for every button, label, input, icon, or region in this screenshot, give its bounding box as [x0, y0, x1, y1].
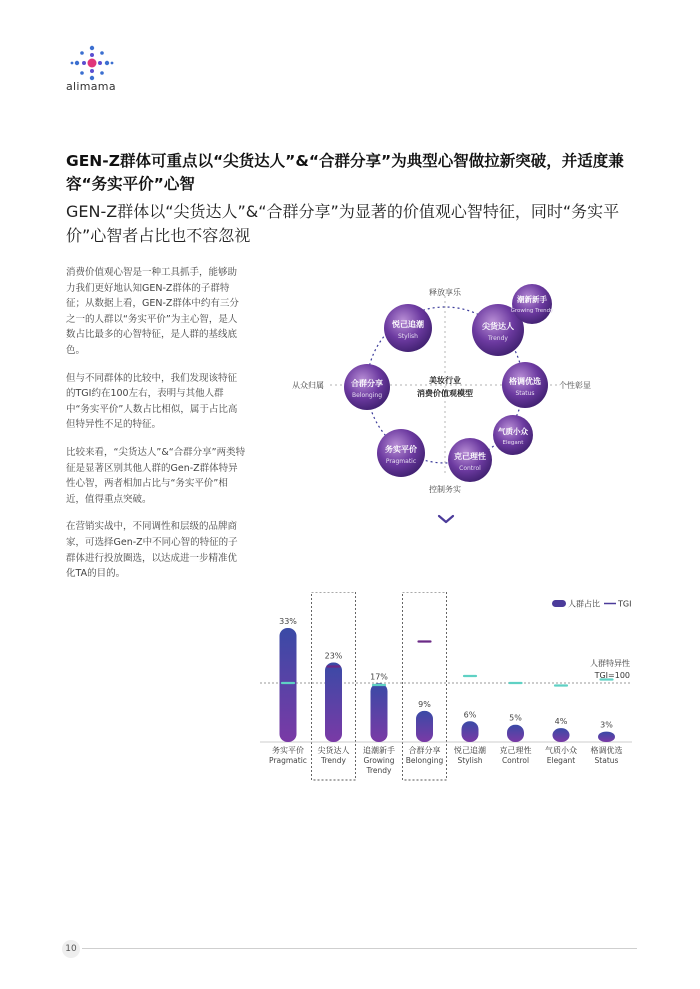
svg-text:Trendy: Trendy [488, 335, 508, 342]
category-label-en: Elegant [546, 756, 576, 765]
category-label-en: Belonging [405, 756, 444, 765]
footer-divider [82, 948, 637, 949]
category-label: 气质小众 [545, 746, 577, 755]
category-label: 合群分享 [408, 746, 441, 755]
category-label-en: Status [594, 756, 619, 765]
svg-text:Belonging: Belonging [351, 392, 383, 399]
svg-text:悦己追潮: 悦己追潮 [392, 320, 424, 329]
share-value-label: 5% [509, 713, 522, 723]
brand-name: alimama [66, 80, 116, 93]
category-label-en: Growing [363, 756, 395, 765]
svg-text:潮新新手: 潮新新手 [517, 295, 547, 304]
share-bar [507, 725, 524, 742]
category-label: 追潮新手 [363, 746, 395, 755]
model-node [502, 362, 548, 408]
share-bar [371, 683, 388, 742]
model-node [448, 438, 492, 482]
category-label-en: Pragmatic [269, 756, 307, 765]
axis-top: 释放享乐 [429, 288, 461, 297]
chevron-down-icon [437, 514, 455, 524]
axis-left: 从众归属 [292, 381, 324, 390]
share-bar [325, 663, 342, 742]
category-label: 悦己追潮 [454, 746, 486, 755]
category-label-en: Trendy [366, 766, 392, 775]
category-label: 尖货达人 [317, 746, 350, 755]
share-value-label: 6% [463, 710, 477, 720]
svg-text:气质小众: 气质小众 [498, 427, 528, 436]
share-value-label: 33% [279, 617, 297, 626]
model-center-title: 美妆行业 [429, 376, 461, 385]
axis-bottom: 控制务实 [429, 485, 461, 494]
model-node [344, 364, 390, 410]
share-value-label: 23% [324, 651, 343, 661]
body-paragraph: 但与不同群体的比较中，我们发现该特征的TGI约在100左右，表明与其他人群中“务实平价”人数占比相似，属于占比高但特异性不足的特征。 [66, 372, 238, 431]
model-node [384, 304, 432, 352]
svg-text:Control: Control [459, 465, 481, 472]
category-label-en: Stylish [457, 756, 483, 765]
share-bar [553, 728, 570, 742]
svg-text:格调优选: 格调优选 [509, 377, 541, 386]
legend-share-label: 人群占比 [568, 599, 600, 609]
body-paragraph: 比较来看，“尖货达人”&“合群分享”两类特征是显著区别其他人群的Gen-Z群体特异性心智，两者相加占比与“务实平价”相近，值得重点突破。 [66, 446, 246, 505]
svg-text:尖货达人: 尖货达人 [482, 322, 514, 331]
svg-text:Elegant: Elegant [502, 440, 524, 446]
model-center-subtitle: 消费价值观模型 [417, 389, 473, 398]
reference-label: 人群特异性 [590, 659, 630, 668]
category-label-en: Control [501, 756, 530, 765]
share-bar [416, 711, 433, 742]
category-label: 克己理性 [499, 746, 532, 755]
page-number: 10 [62, 940, 80, 958]
share-value-label: 3% [600, 720, 613, 730]
share-tgi-bar-chart [260, 592, 650, 797]
legend-tgi-label: TGI [618, 599, 632, 609]
category-label: 格调优选 [590, 746, 623, 755]
model-node [377, 429, 425, 477]
svg-text:克己理性: 克己理性 [454, 452, 486, 461]
category-label: 务实平价 [272, 746, 304, 755]
body-text [66, 265, 246, 594]
category-label-en: Trendy [321, 756, 346, 765]
share-value-label: 9% [418, 699, 431, 709]
svg-text:Growing Trendy: Growing Trendy [510, 308, 554, 314]
model-node [493, 415, 533, 455]
share-bar [280, 628, 297, 742]
share-bar [598, 732, 615, 742]
page-subheadline: GEN-Z群体以“尖货达人”&“合群分享”为显著的价值观心智特征，同时“务实平价”心智者占比也不容忽视 [66, 202, 620, 245]
share-bar [462, 721, 479, 742]
page-headline: GEN-Z群体可重点以“尖货达人”&“合群分享”为典型心智做拉新突破，并适度兼容“务实平价”心智 [66, 152, 624, 193]
svg-text:Status: Status [515, 390, 535, 397]
svg-text:合群分享: 合群分享 [351, 379, 383, 388]
legend-share-swatch [552, 600, 566, 607]
svg-text:Pragmatic: Pragmatic [385, 458, 417, 465]
svg-text:Stylish: Stylish [398, 333, 418, 340]
axis-right: 个性彰显 [559, 381, 591, 390]
body-paragraph: 在营销实战中，不同调性和层级的品牌商家，可选择Gen-Z中不同心智的特征的子群体进行投放圈选，以达成进一步精准优化TA的目的。 [66, 521, 238, 580]
body-paragraph: 消费价值观心智是一种工具抓手，能够助力我们更好地认知GEN-Z群体的子群特征；从数据上看，GEN-Z群体中约有三分之一的人群以“务实平价”为主心智，是人数占比最多的心智特征，是人群的基线底色。 [66, 267, 239, 356]
share-value-label: 17% [370, 672, 388, 682]
share-value-label: 4% [554, 717, 568, 727]
value-model-diagram [280, 282, 610, 497]
svg-text:务实平价: 务实平价 [385, 445, 417, 454]
reference-value-label: TGI=100 [594, 671, 630, 680]
